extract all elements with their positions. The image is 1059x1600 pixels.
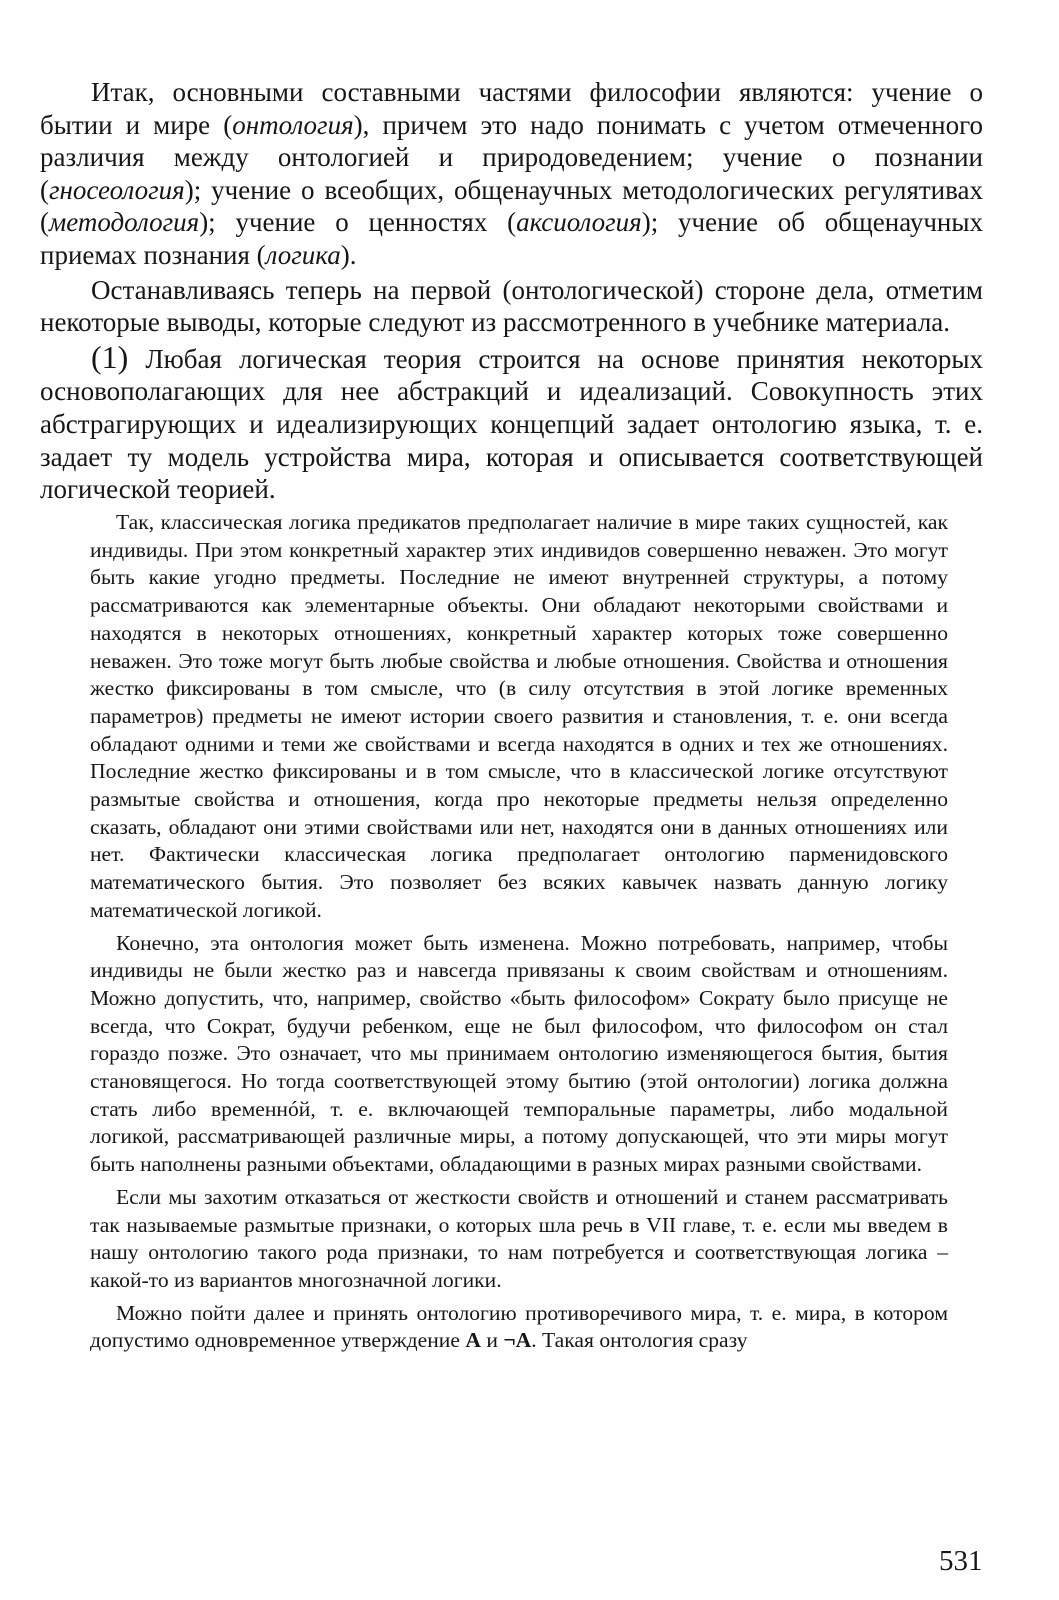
term-logic: логика: [265, 239, 341, 270]
text-run: ).: [340, 239, 357, 270]
paragraph-1: [40, 76, 983, 272]
example-paragraph-1: Так, классическая логика предикатов предполагает наличие в мире таких сущностей, как индивиды. При этом конкретный характер этих индивидов совершенно неважен. Это могут быть какие угодно предметы. Последние не имеют внутренней структуры, а потому рассматриваются как элементарные объекты. Они обладают некоторыми свойствами и находятся в некоторых отношениях, конкретный характер которых тоже совершенно неважен. Это тоже могут быть любые свойства и любые отношения. Свойства и отношения жестко фиксированы в том смысле, что (в силу отсутствия в этой логике временных параметров) предметы не имеют истории своего развития и становления, т. е. они всегда обладают одними и теми же свойствами и всегда находятся в одних и тех же отношениях. Последние жестко фиксированы и в том смысле, что в классической логике отсутствуют размытые свойства и отношения, когда про некоторые предметы нельзя определенно сказать, обладают они этими свойствами или нет, находятся они в данных отношениях или нет. Фактически классическая логика предполагает онтологию парменидовского математического бытия. Это позволяет без всяких кавычек назвать данную логику математической логикой.: [90, 510, 948, 922]
example-block: [90, 509, 948, 1355]
term-ontology: онтология: [232, 109, 354, 140]
formula-not-a: ¬A: [503, 1328, 532, 1353]
text-run: ); учение о ценностях (: [199, 207, 517, 238]
example-paragraph-3: Если мы захотим отказаться от жесткости свойств и отношений и станем рассматривать так называемые размытые признаки, о которых шла речь в VII главе, т. е. если мы введем в нашу онтологию такого рода признаки, то нам потребуется и соответствующая логика – какой-то из вариантов многозначной логики.: [90, 1184, 948, 1292]
example-paragraph-2: Конечно, эта онтология может быть изменена. Можно потребовать, например, чтобы индивиды не были жестко раз и навсегда привязаны к своим свойствам и отношениям. Можно допустить, что, например, свойство «быть философом» Сократу было присуще не всегда, что Сократ, будучи ребенком, еще не был философом, что философом он стал гораздо позже. Это означает, что мы принимаем онтологию изменяющегося бытия, бытия становящегося. Но тогда соответствующей этому бытию (этой онтологии) логика должна стать либо временнóй, т. е. включающей темпоральные параметры, либо модальной логикой, рассматривающей различные миры, а потому допускающей, что эти миры могут быть наполнены разными объектами, обладающими в разных мирах разными свойствами.: [90, 930, 948, 1177]
text-run: Можно пойти далее и принять онтологию противоречивого мира, т. е. мира, в котором допустимо одновременное утверждение: [90, 1300, 948, 1353]
page-number: 531: [939, 1545, 983, 1577]
text-run: . Такая онтология сразу: [531, 1328, 748, 1353]
term-gnoseology: гносеология: [49, 174, 185, 205]
main-text: [40, 76, 983, 506]
term-methodology: методология: [49, 207, 200, 238]
text-run: ), причем это надо понимать с учетом отмеченного различия между онтологией и природоведением; учение о познании (: [40, 109, 983, 205]
paragraph-3: [40, 338, 983, 506]
formula-a: A: [465, 1328, 481, 1353]
text-run: Итак, основными составными частями философии являются: учение о бытии и мире (: [40, 77, 983, 140]
item-number: (1): [91, 338, 129, 375]
example-paragraph-4: [90, 1300, 948, 1355]
text-run: и: [480, 1328, 504, 1353]
text-run: ); учение о всеобщих, общенаучных методологических регулятивах (: [40, 174, 983, 238]
term-axiology: аксиология: [516, 207, 642, 238]
text-run: ); учение об общенаучных приемах познания (: [40, 207, 984, 270]
text-run: Любая логическая теория строится на основе принятия некоторых основополагающих для нее абстракций и идеализаций. Совокупность этих абстрагирующих и идеализирующих концепций задает онтологию языка, т. е. задает ту модель устройства мира, которая и описывается соответствующей логической теорией.: [40, 343, 983, 505]
paragraph-2: Останавливаясь теперь на первой (онтологической) стороне дела, отметим некоторые выводы, которые следуют из рассмотренного в учебнике материала.: [40, 274, 983, 338]
